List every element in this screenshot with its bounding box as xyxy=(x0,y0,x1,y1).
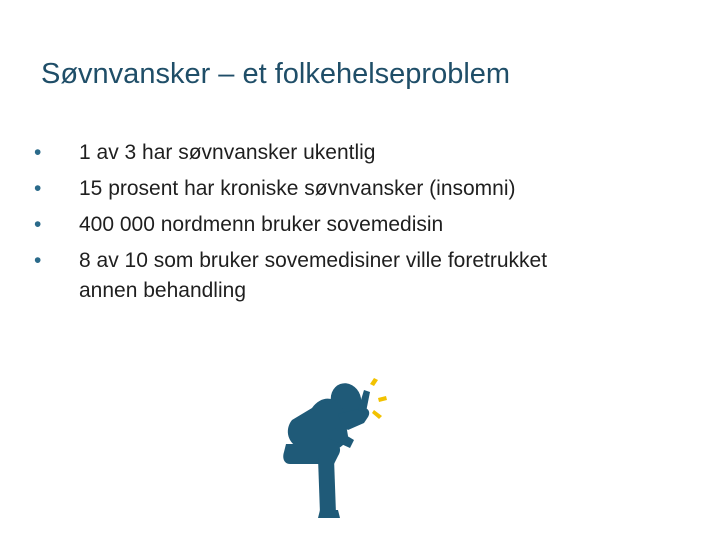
bullet-list xyxy=(34,138,554,312)
bullet-item xyxy=(34,210,554,240)
slide-title: Søvnvansker – et folkehelseproblem xyxy=(41,58,511,90)
bullet-item xyxy=(34,174,554,204)
pain-accent-marks xyxy=(370,378,387,419)
bullet-marker: • xyxy=(34,249,42,272)
bullet-item xyxy=(34,246,554,306)
bullet-text: 8 av 10 som bruker sovemedisiner ville foretrukket annen behandling xyxy=(79,249,548,302)
person-figure xyxy=(283,379,370,518)
bullet-text: 1 av 3 har søvnvansker ukentlig xyxy=(79,141,376,164)
bullet-text: 400 000 nordmenn bruker sovemedisin xyxy=(79,213,444,236)
bullet-marker: • xyxy=(34,213,42,236)
bullet-text: 15 prosent har kroniske søvnvansker (insomni) xyxy=(79,177,516,200)
person-headache-icon xyxy=(278,378,388,520)
bullet-marker: • xyxy=(34,141,42,164)
bullet-marker: • xyxy=(34,177,42,200)
bullet-item xyxy=(34,138,554,168)
